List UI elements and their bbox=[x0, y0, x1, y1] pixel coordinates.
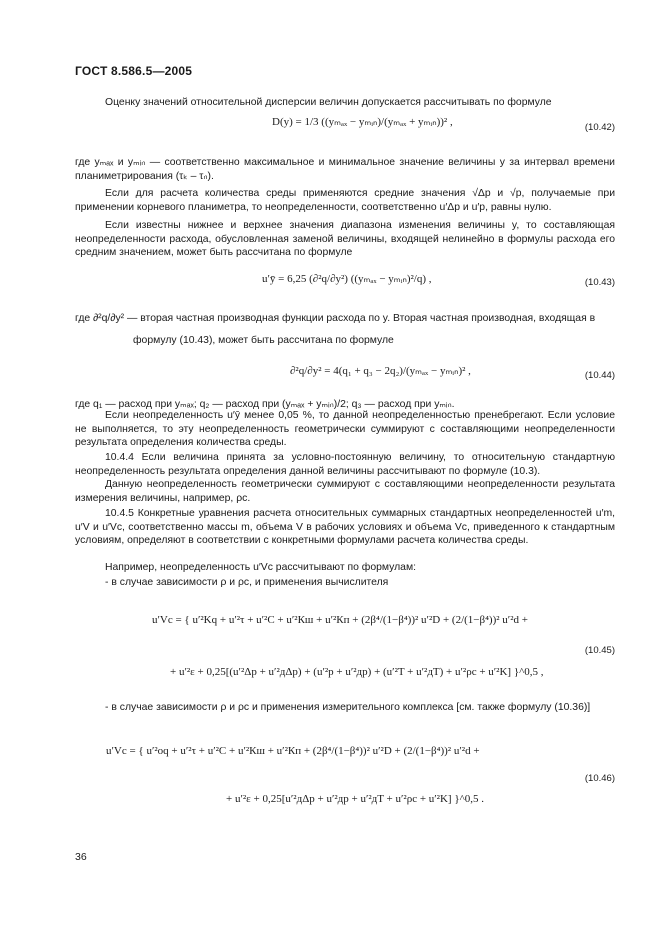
equation-number: (10.43) bbox=[584, 277, 615, 288]
paragraph: Например, неопределенность u′Vc рассчитывают по формулам: bbox=[105, 562, 416, 573]
document-header: ГОСТ 8.586.5—2005 bbox=[75, 64, 193, 78]
paragraph: - в случае зависимости ρ и ρc и применения измерительного комплекса [см. также формулу (10.36)] bbox=[105, 702, 591, 713]
equation-10-45-line2: + u′²ε + 0,25[(u′²Δp + u′²дΔp) + (u′²p + u′²дp) + (u′²T + u′²дT) + u′²ρc + u′²K] }^0,5 , bbox=[170, 666, 544, 678]
paragraph: 10.4.5 Конкретные уравнения расчета относительных суммарных стандартных неопределенностей u′m, u′V и u′Vc, соответственно массы m, объема V в рабочих условиях и объема Vc, приведенного к стандартным условиям, определяют в соответствии с конкретными формулами расчета количества среды. bbox=[75, 508, 615, 547]
equation-number: (10.46) bbox=[584, 773, 615, 784]
paragraph: Данную неопределенность геометрически суммируют с составляющими неопределенности результата измерения величины, например, ρc. bbox=[75, 479, 615, 504]
page-number: 36 bbox=[75, 851, 87, 863]
equation-10-44: ∂²q/∂y² = 4(q₁ + q₃ − 2q₂)/(yₘₐₓ − yₘᵢₙ)² , bbox=[290, 365, 471, 377]
paragraph: где ∂²q/∂y² — вторая частная производная функции расхода по y. Вторая частная производная, входящая в bbox=[75, 313, 596, 324]
equation-10-46-line1: u′Vc = { u′²оq + u′²τ + u′²C + u′²Кш + u′²Кп + (2β⁴/(1−β⁴))² u′²D + (2/(1−β⁴))² u′²d + bbox=[106, 745, 480, 757]
paragraph: - в случае зависимости ρ и ρc, и применения вычислителя bbox=[105, 577, 389, 588]
paragraph: где q₁ — расход при yₘₐₓ; q₂ — расход при (yₘₐₓ + yₘᵢₙ)/2; q₃ — расход при yₘᵢₙ. bbox=[75, 399, 455, 410]
equation-10-46-line2: + u′²ε + 0,25[u′²дΔp + u′²дp + u′²дT + u′²ρc + u′²K] }^0,5 . bbox=[226, 793, 485, 805]
paragraph: Если для расчета количества среды применяются средние значения √Δp и √p, получаемые при применении корневого планиметра, то неопределенности, соответственно u′Δp и u′p, равны нулю. bbox=[75, 188, 615, 213]
equation-number: (10.45) bbox=[584, 645, 615, 656]
paragraph: где yₘₐₓ и yₘᵢₙ — соответственно максимальное и минимальное значение величины у за интервал времени планиметрирования (τₖ – τₙ). bbox=[75, 157, 615, 182]
equation-number: (10.44) bbox=[584, 370, 615, 381]
paragraph: 10.4.4 Если величина принята за условно-постоянную величину, то относительную стандартную неопределенность результата определения данной величины рассчитывают по формуле (10.3). bbox=[75, 452, 615, 477]
equation-10-45-line1: u′Vc = { u′²Kq + u′²τ + u′²C + u′²Кш + u′²Кп + (2β⁴/(1−β⁴))² u′²D + (2/(1−β⁴))² u′²d + bbox=[152, 614, 528, 626]
paragraph: Если неопределенность u′ȳ менее 0,05 %, то данной неопределенностью пренебрегают. Если условие не выполняется, то эту неопределенность геометрически суммируют с составляющими неопределенности результата определения количества среды. bbox=[75, 410, 615, 449]
paragraph: Если известны нижнее и верхнее значения диапазона изменения величины y, то составляющая неопределенности расхода, обусловленная заменой величины, входящей нелинейно в формулы расхода его средним значением, может быть рассчитана по формуле bbox=[75, 220, 615, 259]
equation-10-42: D(y) = 1/3 ((yₘₐₓ − yₘᵢₙ)/(yₘₐₓ + yₘᵢₙ))² , bbox=[272, 116, 453, 128]
equation-number: (10.42) bbox=[584, 122, 615, 133]
paragraph: Оценку значений относительной дисперсии величин допускается рассчитывать по формуле bbox=[105, 97, 552, 108]
equation-10-43: u′ȳ = 6,25 (∂²q/∂y²) ((yₘₐₓ − yₘᵢₙ)²/q) , bbox=[262, 273, 432, 285]
paragraph: формулу (10.43), может быть рассчитана по формуле bbox=[133, 335, 394, 346]
